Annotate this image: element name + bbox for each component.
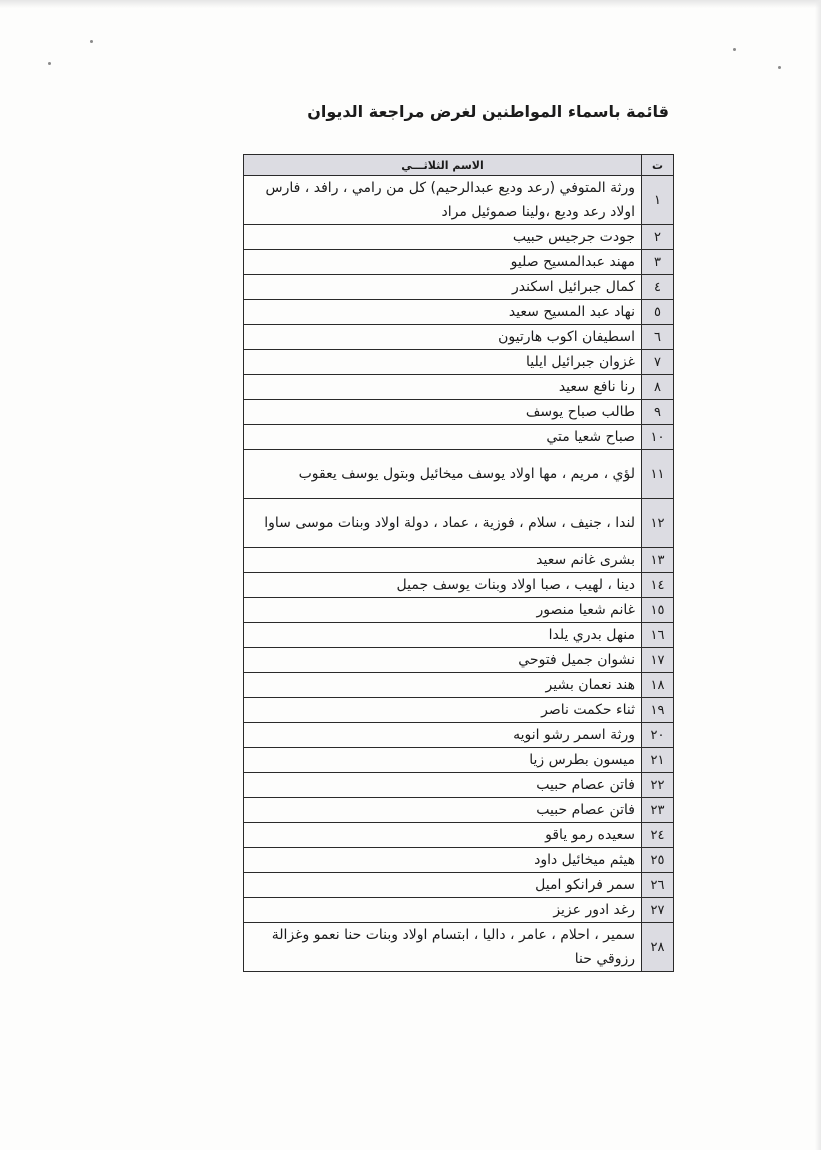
row-name: هيثم ميخائيل داود <box>244 848 642 873</box>
table-row <box>244 176 674 225</box>
row-number: ١٨ <box>642 673 674 698</box>
row-number: ١٣ <box>642 548 674 573</box>
table-row <box>244 698 674 723</box>
row-number: ٢٥ <box>642 848 674 873</box>
row-name: اسطيفان اكوب هارتيون <box>244 325 642 350</box>
row-number: ١٧ <box>642 648 674 673</box>
row-name: هند نعمان بشير <box>244 673 642 698</box>
row-name: بشرى غانم سعيد <box>244 548 642 573</box>
table-row <box>244 300 674 325</box>
row-name: رغد ادور عزيز <box>244 898 642 923</box>
table-row <box>244 548 674 573</box>
row-number: ٢٤ <box>642 823 674 848</box>
row-name: لندا ، جنيف ، سلام ، فوزية ، عماد ، دولة اولاد وبنات موسى ساوا <box>244 499 642 548</box>
table-row <box>244 375 674 400</box>
scan-edge-right <box>815 0 821 1150</box>
row-number: ٢٧ <box>642 898 674 923</box>
row-name: فاتن عصام حبيب <box>244 773 642 798</box>
table-row <box>244 499 674 548</box>
row-number: ٣ <box>642 250 674 275</box>
table-row <box>244 573 674 598</box>
row-name: مهند عبدالمسيح صليو <box>244 250 642 275</box>
row-name: دينا ، لهيب ، صبا اولاد وبنات يوسف جميل <box>244 573 642 598</box>
row-number: ٢٦ <box>642 873 674 898</box>
row-number: ١٤ <box>642 573 674 598</box>
table-row <box>244 873 674 898</box>
row-number: ٤ <box>642 275 674 300</box>
table-row <box>244 673 674 698</box>
row-name: ميسون بطرس زيا <box>244 748 642 773</box>
row-number: ٢٠ <box>642 723 674 748</box>
row-number: ٢٨ <box>642 923 674 972</box>
table-header-row <box>244 155 674 176</box>
table-row <box>244 898 674 923</box>
scan-speck <box>778 66 781 69</box>
scan-speck <box>733 48 736 51</box>
table-row <box>244 648 674 673</box>
row-number: ١٥ <box>642 598 674 623</box>
row-name: صباح شعيا متي <box>244 425 642 450</box>
row-name: غانم شعيا منصور <box>244 598 642 623</box>
table-row <box>244 275 674 300</box>
row-number: ٧ <box>642 350 674 375</box>
row-number: ٢١ <box>642 748 674 773</box>
row-number: ٨ <box>642 375 674 400</box>
scan-speck <box>90 40 93 43</box>
row-name: لؤي ، مريم ، مها اولاد يوسف ميخائيل وبتول يوسف يعقوب <box>244 450 642 499</box>
row-number: ٦ <box>642 325 674 350</box>
page-title: قائمة باسماء المواطنين لغرض مراجعة الديوان <box>307 102 669 121</box>
row-number: ١ <box>642 176 674 225</box>
row-name: سعيده رمو ياقو <box>244 823 642 848</box>
table-row <box>244 400 674 425</box>
row-name: ورثة اسمر رشو انويه <box>244 723 642 748</box>
table-row <box>244 598 674 623</box>
row-name: فاتن عصام حبيب <box>244 798 642 823</box>
scan-edge-top <box>0 0 821 8</box>
table-row <box>244 923 674 972</box>
citizens-table <box>243 154 674 972</box>
table-row <box>244 848 674 873</box>
scan-speck <box>48 62 51 65</box>
table-row <box>244 325 674 350</box>
row-name: ثناء حكمت ناصر <box>244 698 642 723</box>
row-number: ٩ <box>642 400 674 425</box>
row-number: ٢٢ <box>642 773 674 798</box>
table-row <box>244 723 674 748</box>
row-name: سمر فرانكو اميل <box>244 873 642 898</box>
row-name: جودت جرجيس حبيب <box>244 225 642 250</box>
row-number: ١١ <box>642 450 674 499</box>
row-number: ١٢ <box>642 499 674 548</box>
row-number: ٢٣ <box>642 798 674 823</box>
row-name: نهاد عبد المسيح سعيد <box>244 300 642 325</box>
row-name: نشوان جميل فتوحي <box>244 648 642 673</box>
table-row <box>244 823 674 848</box>
row-number: ٥ <box>642 300 674 325</box>
row-number: ٢ <box>642 225 674 250</box>
row-name: ورثة المتوفي (رعد وديع عبدالرحيم) كل من رامي ، رافد ، فارس اولاد رعد وديع ،ولينا صموئيل مراد <box>244 176 642 225</box>
row-name: غزوان جبرائيل ايليا <box>244 350 642 375</box>
row-name: سمير ، احلام ، عامر ، داليا ، ابتسام اولاد وبنات حنا نعمو وغزالة رزوقي حنا <box>244 923 642 972</box>
header-name: الاسم الثلاثـــي <box>244 155 642 176</box>
row-number: ١٦ <box>642 623 674 648</box>
table-row <box>244 623 674 648</box>
table-row <box>244 250 674 275</box>
row-name: منهل بدري يلدا <box>244 623 642 648</box>
table-row <box>244 350 674 375</box>
row-name: رنا نافع سعيد <box>244 375 642 400</box>
row-name: كمال جبرائيل اسكندر <box>244 275 642 300</box>
header-number: ت <box>642 155 674 176</box>
row-number: ١٠ <box>642 425 674 450</box>
table-row <box>244 225 674 250</box>
table-row <box>244 773 674 798</box>
row-name: طالب صباح يوسف <box>244 400 642 425</box>
table-row <box>244 748 674 773</box>
row-number: ١٩ <box>642 698 674 723</box>
table-row <box>244 450 674 499</box>
table-row <box>244 425 674 450</box>
table-row <box>244 798 674 823</box>
